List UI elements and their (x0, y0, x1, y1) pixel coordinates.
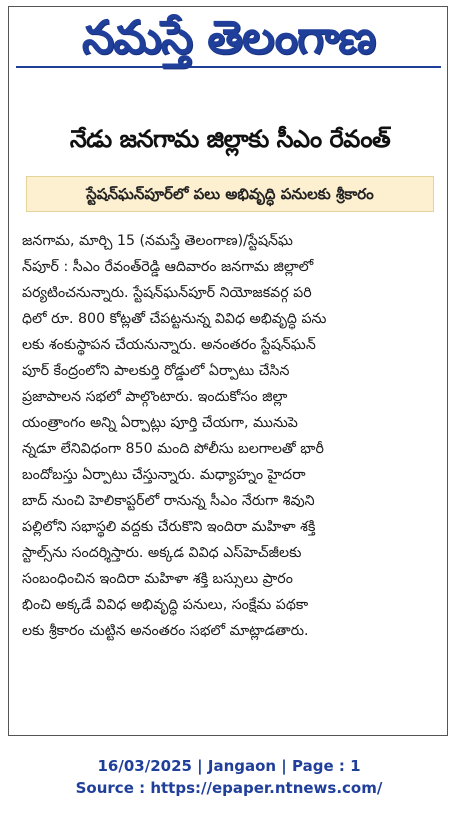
body-line: స్టాల్స్‌ను సందర్శిస్తారు. అక్కడ వివిధ ఎస్‌హెచ్‌జీలకు (22, 545, 302, 561)
body-line: లకు శ్రీకారం చుట్టిన అనంతరం సభలో మాట్లాడతారు. (22, 623, 309, 639)
body-line: లకు శంకుస్థాపన చేయనున్నారు. అనంతరం స్టేషన్‌ఘన్ (22, 337, 316, 353)
body-line: ధిలో రూ. 800 కోట్లతో చేపట్టనున్న వివిధ అభివృద్ధి పను (22, 311, 327, 327)
subheadline-banner (26, 176, 434, 212)
body-line: బాద్ నుంచి హెలికాప్టర్‌లో రానున్న సీఎం నేరుగా శివుని (22, 493, 315, 509)
body-line: యంత్రాంగం అన్ని ఏర్పాట్లు పూర్తి చేయగా, మునుపె (22, 415, 298, 431)
article-headline: నేడు జనగామ జిల్లాకు సీఎం రేవంత్ (69, 125, 391, 153)
article-body (22, 228, 434, 644)
edition-info: 16/03/2025 | Jangaon | Page : 1 (97, 757, 361, 775)
body-line: పల్లిలోని సభాస్థలి వద్దకు చేరుకొని ఇందిరా మహిళా శక్తి (22, 519, 316, 535)
body-line: బందోబస్తు ఏర్పాటు చేస్తున్నారు. మధ్యాహ్నం హైదరా (22, 467, 306, 483)
article-subheadline: స్టేషన్‌ఘన్‌పూర్‌లో పలు అభివృద్ధి పనులకు శ్రీకారం (86, 185, 374, 203)
masthead-divider (16, 66, 441, 68)
newspaper-masthead: నమస్తే తెలంగాణ (81, 10, 376, 64)
body-line: భించి అక్కడే వివిధ అభివృద్ధి పనులు, సంక్షేమ పథకా (22, 597, 309, 613)
body-line: జనగామ, మార్చి 15 (నమస్తే తెలంగాణ)/స్టేషన్‌ఘ (22, 233, 293, 249)
body-line: న్నడూ లేనివిధంగా 850 మంది పోలీసు బలగాలతో భారీ (22, 441, 324, 457)
body-line: న్‌పూర్ : సీఎం రేవంత్‌రెడ్డి ఆదివారం జనగామ జిల్లాలో (22, 259, 314, 275)
body-line: ప్రజాపాలన సభలో పాల్గొంటారు. ఇందుకోసం జిల్లా (22, 389, 288, 405)
body-line: పర్యటించనున్నారు. స్టేషన్‌ఘన్‌పూర్ నియోజకవర్గ పరి (22, 285, 312, 301)
body-line: సంబంధించిన ఇందిరా మహిళా శక్తి బస్సులు ప్రారం (22, 571, 293, 587)
source-link[interactable]: Source : https://epaper.ntnews.com/ (75, 779, 383, 797)
body-line: పూర్ కేంద్రంలోని పాలకుర్తి రోడ్డులో ఏర్పాటు చేసిన (22, 363, 290, 379)
